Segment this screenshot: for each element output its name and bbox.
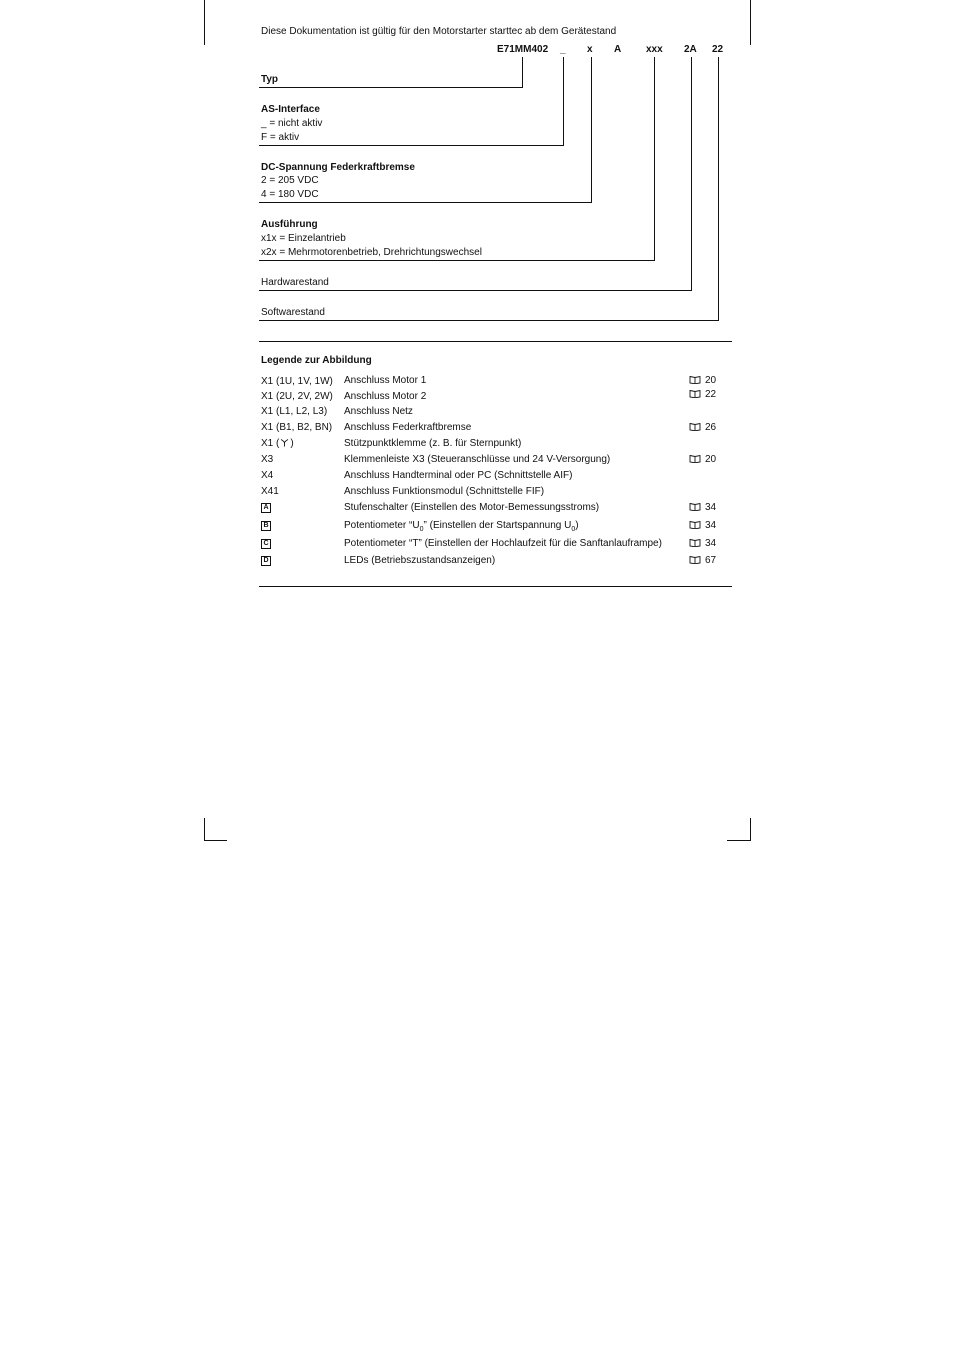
group-line: 2 = 205 VDC: [261, 175, 319, 186]
legend-key: X1 (2U, 2V, 2W): [261, 391, 333, 402]
connector-typ-v: [522, 57, 523, 88]
code-part-type: E71MM402: [497, 44, 549, 55]
code-part-software: 22: [712, 44, 724, 55]
crop-mark-top-right: [750, 0, 751, 45]
page-number: 34: [705, 538, 717, 549]
page-number: 67: [705, 555, 717, 566]
legend-desc: Anschluss Motor 1: [344, 375, 427, 386]
book-icon: [689, 389, 701, 398]
page-number: 22: [705, 389, 717, 400]
connector-software-h: [259, 320, 719, 321]
legend-key-box-a: A: [261, 503, 271, 513]
connector-hardware-v: [691, 57, 692, 291]
book-icon: [689, 454, 701, 463]
page-number: 26: [705, 422, 717, 433]
connector-as-interface-v: [563, 57, 564, 146]
star-point-icon: [280, 438, 289, 447]
legend-desc-part: ): [575, 520, 579, 531]
legend-desc: LEDs (Betriebszustandsanzeigen): [344, 555, 496, 566]
legend-bottom-rule: [259, 586, 732, 587]
book-icon: [689, 538, 701, 547]
legend-key-suffix: ): [290, 438, 294, 449]
book-icon: [689, 555, 701, 564]
legend-desc-part: Potentiometer “U: [344, 520, 420, 531]
group-line: x2x = Mehrmotorenbetrieb, Drehrichtungswechsel: [261, 247, 482, 258]
legend-desc: [344, 519, 579, 534]
group-line: x1x = Einzelantrieb: [261, 233, 346, 244]
legend-key-box-c: C: [261, 539, 271, 549]
legend-key: X1 (L1, L2, L3): [261, 406, 328, 417]
legend-desc-subscript: 0: [571, 526, 576, 533]
page-number: 20: [705, 375, 717, 386]
group-line: 4 = 180 VDC: [261, 189, 319, 200]
legend-desc: Anschluss Handterminal oder PC (Schnittstelle AIF): [344, 470, 573, 481]
legend-key: X3: [261, 454, 274, 465]
legend-key-box-d: D: [261, 556, 271, 566]
legend-page-ref: [689, 388, 716, 401]
legend-key: X1 (B1, B2, BN): [261, 422, 333, 433]
book-icon: [689, 422, 701, 431]
legend-page-ref: [689, 374, 716, 387]
group-title-version: Ausführung: [261, 219, 318, 230]
group-title-as-interface: AS-Interface: [261, 104, 320, 115]
connector-hardware-h: [259, 290, 692, 291]
legend-key: X4: [261, 470, 274, 481]
connector-dc-voltage-h: [259, 202, 592, 203]
page-number: 20: [705, 454, 717, 465]
legend-key: X41: [261, 486, 279, 497]
legend-desc: Anschluss Netz: [344, 406, 413, 417]
connector-version-v: [654, 57, 655, 261]
legend-desc: Stufenschalter (Einstellen des Motor-Bemessungsstroms): [344, 502, 600, 513]
legend-desc: Anschluss Funktionsmodul (Schnittstelle FIF): [344, 486, 545, 497]
legend-page-ref: [689, 421, 716, 434]
book-icon: [689, 375, 701, 384]
connector-dc-voltage-v: [591, 57, 592, 203]
legend-desc-subscript: 0: [419, 526, 424, 533]
group-line: F = aktiv: [261, 132, 300, 143]
crop-mark-bottom-right-h: [727, 840, 751, 841]
legend-page-ref: [689, 453, 716, 466]
legend-page-ref: [689, 519, 716, 532]
legend-desc-part: ” (Einstellen der Startspannung U: [423, 520, 572, 531]
legend-key-prefix: X1 (: [261, 438, 280, 449]
group-title-typ: Typ: [261, 74, 279, 85]
legend-page-ref: [689, 501, 716, 514]
legend-top-rule: [259, 341, 732, 342]
legend-title: Legende zur Abbildung: [261, 355, 372, 366]
crop-mark-bottom-left-h: [204, 840, 227, 841]
group-title-hardware: Hardwarestand: [261, 277, 329, 288]
legend-page-ref: [689, 554, 716, 567]
code-part-dc-voltage: x: [587, 44, 593, 55]
legend-page-ref: [689, 537, 716, 550]
connector-version-h: [259, 260, 655, 261]
code-part-version: xxx: [646, 44, 663, 55]
intro-text: Diese Dokumentation ist gültig für den Motorstarter starttec ab dem Gerätestand: [261, 26, 617, 37]
crop-mark-bottom-right-v: [750, 818, 751, 840]
legend-key: [261, 437, 294, 450]
connector-typ-h: [259, 87, 523, 88]
connector-as-interface-h: [259, 145, 564, 146]
legend-desc: Anschluss Federkraftbremse: [344, 422, 472, 433]
code-part-a: A: [614, 44, 622, 55]
crop-mark-bottom-left-v: [204, 818, 205, 840]
code-part-hardware: 2A: [684, 44, 697, 55]
legend-key: X1 (1U, 1V, 1W): [261, 376, 333, 387]
book-icon: [689, 520, 701, 529]
connector-software-v: [718, 57, 719, 321]
book-icon: [689, 502, 701, 511]
page-number: 34: [705, 520, 717, 531]
legend-desc: Stützpunktklemme (z. B. für Sternpunkt): [344, 438, 522, 449]
legend-desc: Potentiometer “T” (Einstellen der Hochlaufzeit für die Sanftanlauframpe): [344, 538, 662, 549]
legend-desc: Klemmenleiste X3 (Steueranschlüsse und 24 V-Versorgung): [344, 454, 611, 465]
page-number: 34: [705, 502, 717, 513]
group-title-dc-voltage: DC-Spannung Federkraftbremse: [261, 162, 415, 173]
legend-desc: Anschluss Motor 2: [344, 391, 427, 402]
code-part-as-interface: _: [560, 44, 566, 55]
legend-key-box-b: B: [261, 521, 271, 531]
group-title-software: Softwarestand: [261, 307, 325, 318]
crop-mark-top-left: [204, 0, 205, 45]
group-line: _ = nicht aktiv: [261, 118, 323, 129]
